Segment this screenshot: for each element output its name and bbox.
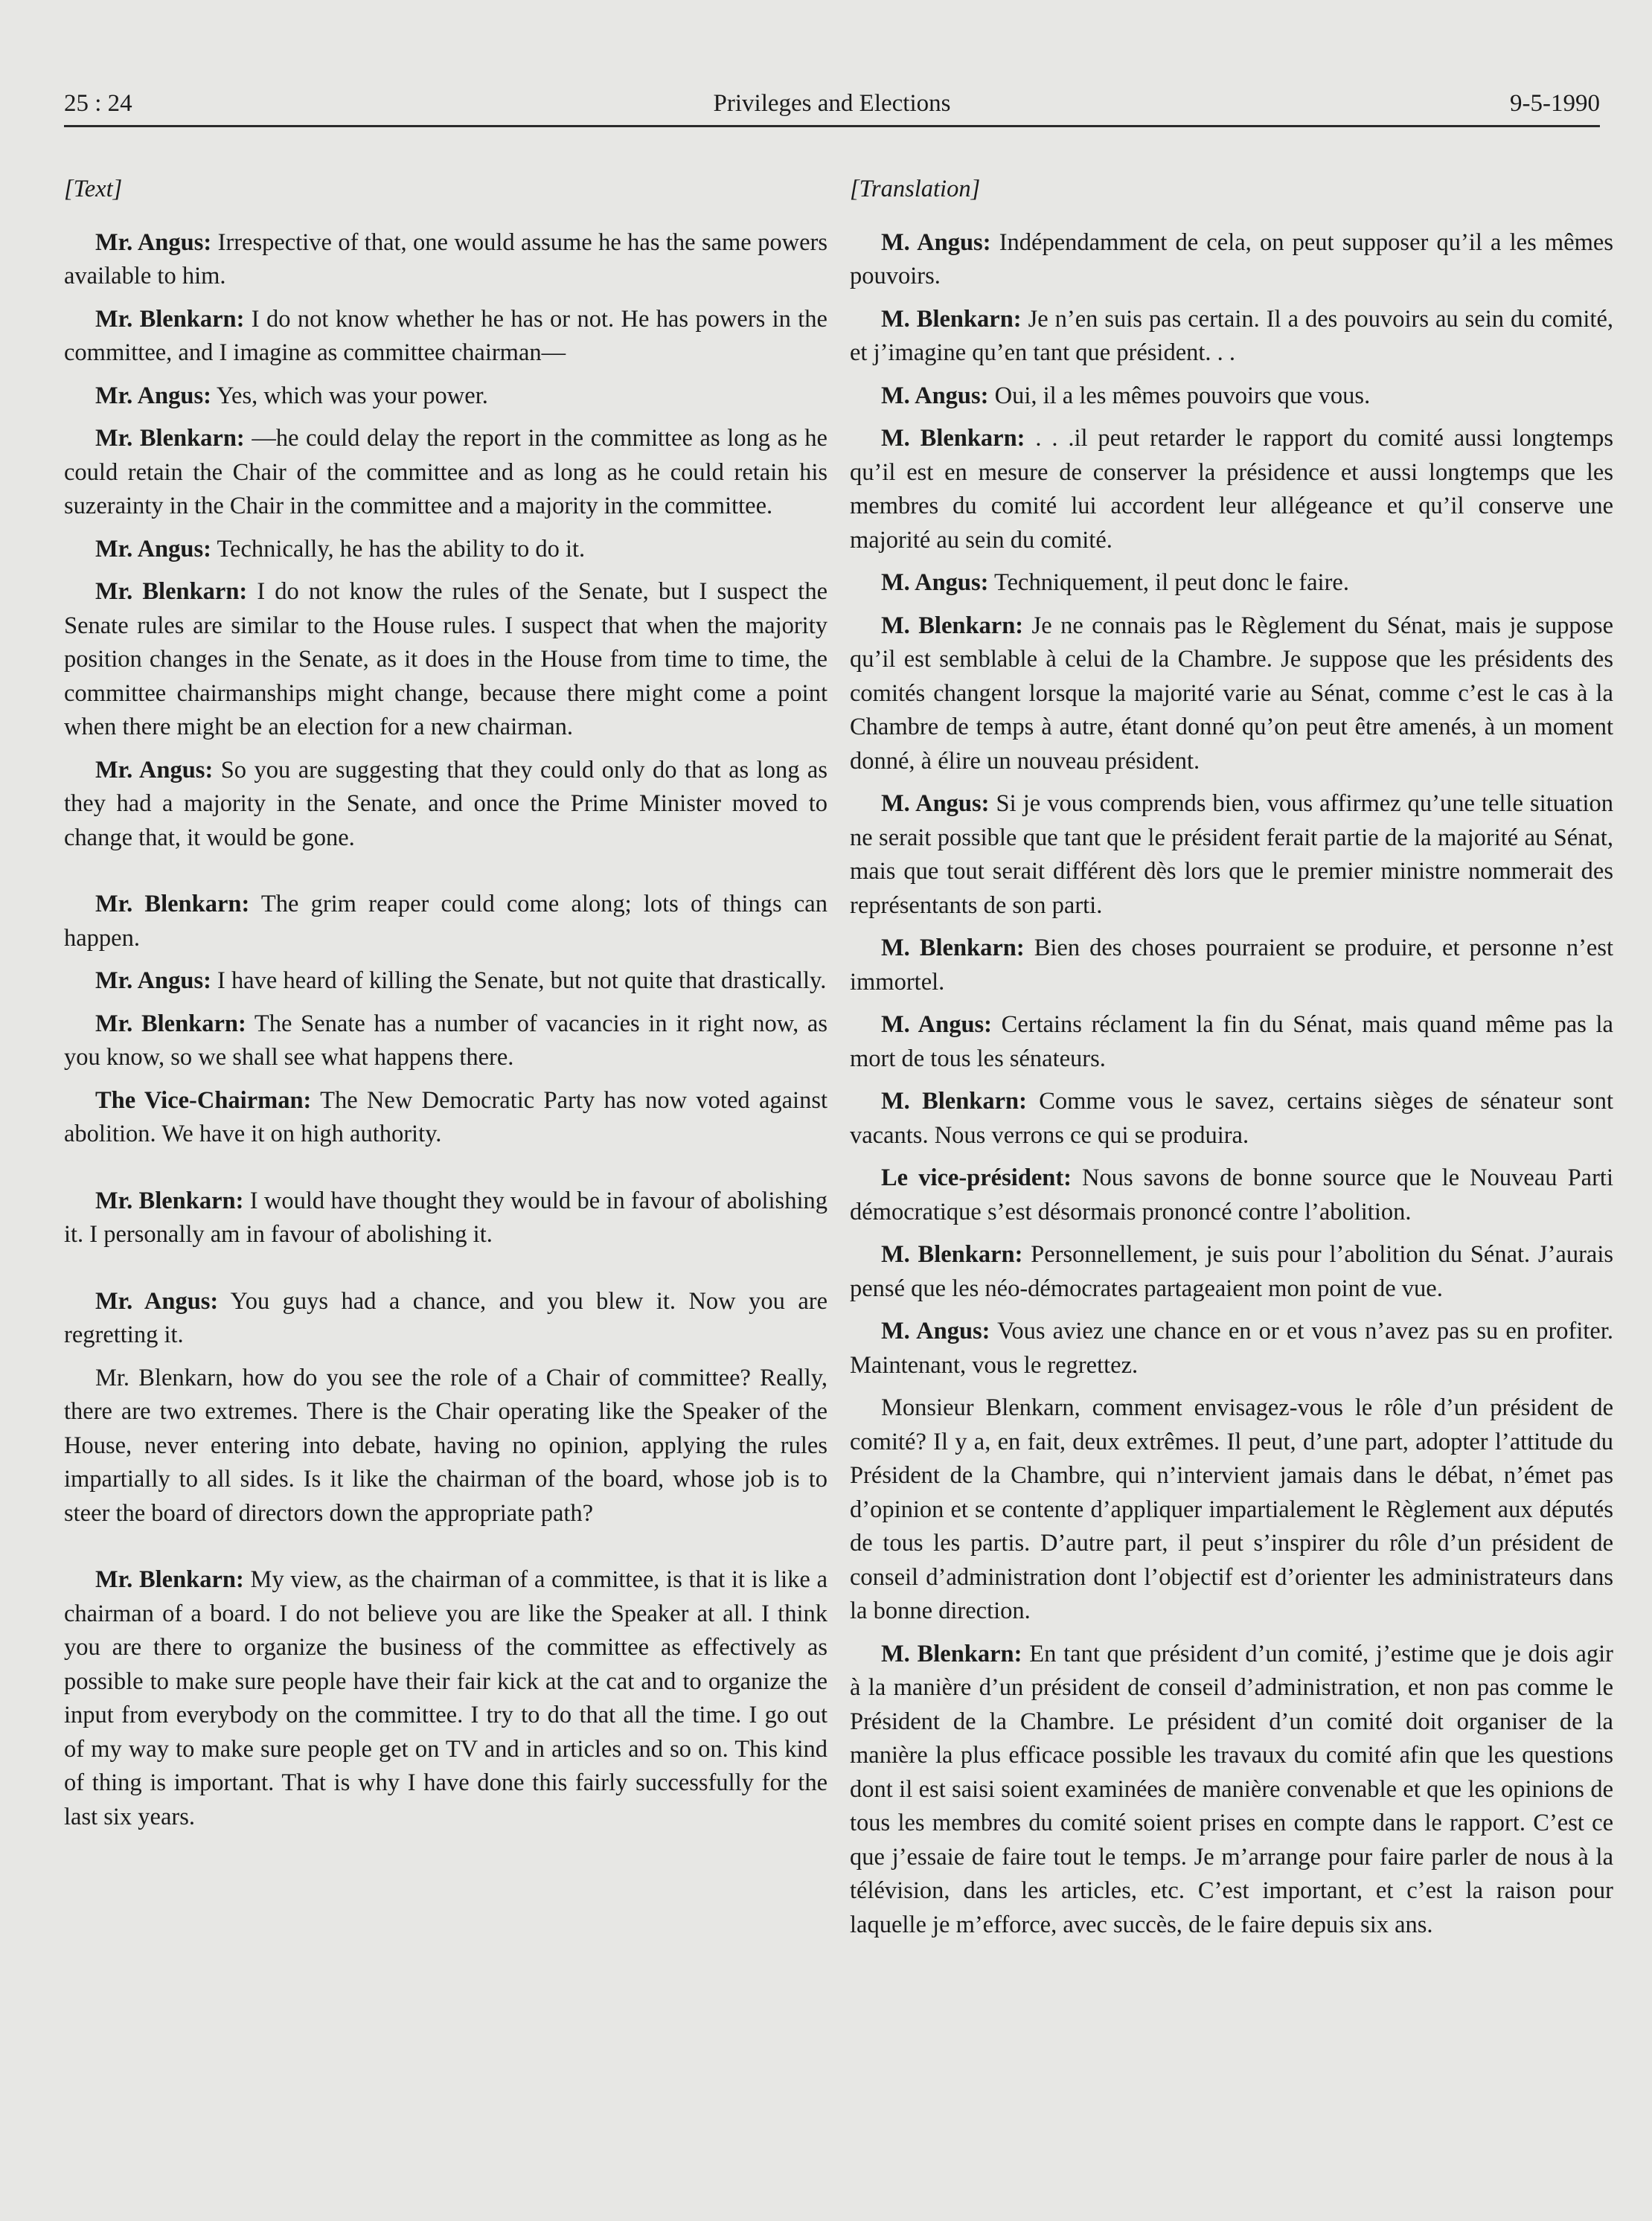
page-number: 25 : 24 (64, 90, 132, 117)
speech-text: The Senate has a number of vacancies in it right now, as you know, so we shall see what happens there. (64, 1010, 827, 1071)
transcript-paragraph (850, 609, 1613, 779)
speaker-name: M. Blenkarn: (881, 1088, 1027, 1115)
speech-text: So you are suggesting that they could only do that as long as they had a majority in the Senate, and once the Prime Minister moved to change that, it would be gone. (64, 756, 827, 851)
speaker-name: M. Angus: (881, 382, 989, 409)
transcript-paragraph (64, 422, 827, 524)
transcript-paragraph (64, 533, 827, 567)
running-header (64, 83, 1600, 127)
speaker-name: Le vice-président: (881, 1164, 1072, 1191)
speaker-name: Mr. Angus: (95, 382, 211, 409)
speaker-name: Mr. Blenkarn: (95, 891, 250, 917)
speaker-name: M. Blenkarn: (881, 612, 1024, 639)
speaker-name: M. Angus: (881, 1011, 992, 1038)
speech-text: Personnellement, je suis pour l’abolition du Sénat. J’aurais pensé que les néo-démocrates partageaient mon point de vue. (850, 1241, 1614, 1302)
speaker-name: The Vice-Chairman: (95, 1086, 312, 1114)
speaker-name: M. Blenkarn: (881, 935, 1025, 961)
speech-text: Mr. Blenkarn, how do you see the role of a Chair of committee? Really, there are two extremes. There is the Chair operating like the Speaker of the House, never entering into debate, having no opinion, applying the rules impartially to all sides. Is it like the chairman of the board, whose job is to steer the board of directors down the appropriate path? (64, 1364, 827, 1527)
speaker-name: Mr. Blenkarn: (95, 1566, 244, 1593)
speech-text: Monsieur Blenkarn, comment envisagez-vous le rôle d’un président de comité? Il y a, en fait, deux extrêmes. Il peut, d’une part, adopter l’attitude du Président de la Chambre, qui n’intervient jamais dans le débat, n’émet pas d’opinion et se contente d’appliquer impartialement le Règlement aux députés de tous les partis. D’autre part, il peut s’inspirer du rôle d’un président de conseil d’administration dont l’objectif est d’orienter les administrateurs dans la bonne direction. (850, 1394, 1613, 1624)
transcript-paragraph (64, 1563, 827, 1834)
text-label: [Text] (64, 176, 123, 202)
speech-text: En tant que président d’un comité, j’estime que je dois agir à la manière d’un président de conseil d’administration, et non pas comme le Président de la Chambre. Le président d’un comité doit organiser de la manière la plus efficace possible les travaux du comité afin que les questions dont il est saisi soient examinées de manière convenable et que les opinions de tous les membres du comité soient prises en compte dans le rapport. C’est ce que j’essaie de faire tout le temps. Je m’arrange pour faire parler de nous à la télévision, dans les articles, etc. C’est important, et c’est la raison pour laquelle je m’efforce, avec succès, de le faire depuis six ans. (850, 1640, 1613, 1938)
transcript-paragraph (64, 303, 827, 371)
speech-text: Je n’en suis pas certain. Il a des pouvoirs au sein du comité, et j’imagine qu’en tant que président. . . (850, 305, 1613, 366)
speaker-name: M. Angus: (881, 228, 991, 256)
speaker-name: Mr. Angus: (95, 535, 211, 563)
transcript-paragraph (64, 1185, 827, 1252)
transcript-paragraph (64, 964, 827, 999)
speaker-name: Mr. Angus: (95, 756, 214, 783)
transcript-paragraph (64, 575, 827, 745)
transcript-paragraph (64, 1084, 827, 1152)
transcript-paragraph (850, 1638, 1613, 1943)
sitting-date: 9-5-1990 (1510, 90, 1600, 117)
speech-text: I do not know whether he has or not. He has powers in the committee, and I imagine as committee chairman— (64, 305, 827, 366)
publication-title: Privileges and Elections (713, 90, 951, 117)
speaker-name: Mr. Blenkarn: (95, 578, 248, 605)
speech-text: Techniquement, il peut donc le faire. (988, 569, 1349, 596)
speech-text: Je ne connais pas le Règlement du Sénat, mais je suppose qu’il est semblable à celui de la Chambre. Je suppose que les présidents des comités changent lorsque la majorité varie au Sénat, comme c’est le cas à la Chambre de temps à autre, étant donné qu’on peut être amenés, à un moment donné, à élire un nouveau président. (850, 612, 1614, 775)
speech-text: The grim reaper could come along; lots of things can happen. (64, 891, 827, 952)
speech-text: I would have thought they would be in favour of abolishing it. I personally am in favour of abolishing it. (64, 1187, 827, 1248)
speaker-name: M. Blenkarn: (881, 425, 1025, 452)
transcript-paragraph (850, 1238, 1613, 1306)
transcript-paragraph (850, 566, 1613, 600)
transcript-paragraph (850, 1161, 1613, 1229)
transcript-paragraph (850, 1008, 1613, 1076)
english-column (64, 173, 827, 1843)
transcript-paragraph (850, 422, 1613, 557)
transcript-paragraph (64, 379, 827, 414)
speech-text: Certains réclament la fin du Sénat, mais quand même pas la mort de tous les sénateurs. (850, 1011, 1613, 1072)
transcript-paragraph (850, 226, 1613, 294)
speech-text: Vous aviez une chance en or et vous n’avez pas su en profiter. Maintenant, vous le regrettez. (850, 1318, 1613, 1379)
french-transcript (850, 226, 1613, 1943)
speaker-name: Mr. Blenkarn: (95, 425, 245, 452)
speaker-name: M. Blenkarn: (881, 1640, 1022, 1667)
speaker-name: M. Angus: (881, 790, 990, 817)
speech-text: Indépendamment de cela, on peut supposer qu’il a les mêmes pouvoirs. (850, 228, 1613, 289)
speech-text: . . .il peut retarder le rapport du comité aussi longtemps qu’il est en mesure de conserver la présidence et aussi longtemps que les membres du comité lui accordent leur allégeance et qu’il conserve une majorité au sein du comité. (850, 425, 1613, 554)
transcript-paragraph (850, 379, 1613, 414)
transcript-paragraph (850, 1391, 1613, 1629)
speech-text: Irrespective of that, one would assume he has the same powers available to him. (64, 228, 827, 289)
speech-text: —he could delay the report in the committee as long as he could retain the Chair of the committee and as long as he could retain his suzerainty in the Chair in the committee and a majority in the committee. (64, 425, 827, 519)
speaker-name: Mr. Angus: (95, 1287, 219, 1315)
transcript-paragraph (850, 303, 1613, 371)
french-column (850, 173, 1613, 1951)
transcript-paragraph (64, 1007, 827, 1075)
speech-text: My view, as the chairman of a committee, is that it is like a chairman of a board. I do not believe you are like the Speaker at all. I think you are there to organize the business of the committee as effectively as possible to make sure people have their fair kick at the cat and to organize the input from everybody on the committee. I try to do that all the time. I go out of my way to make sure people get on TV and in articles and so on. This kind of thing is important. That is why I have done this fairly successfully for the last six years. (64, 1566, 828, 1830)
transcript-paragraph (64, 888, 827, 955)
transcript-paragraph (850, 1315, 1613, 1382)
speech-text: Si je vous comprends bien, vous affirmez qu’une telle situation ne serait possible que tant que le président ferait partie de la majorité au Sénat, mais que tout serait différent dès lors que le premier ministre nommerait des représentants de son parti. (850, 790, 1613, 919)
speaker-name: Mr. Blenkarn: (95, 305, 245, 333)
transcript-paragraph (64, 226, 827, 294)
speaker-name: Mr. Angus: (95, 228, 212, 256)
speech-text: I have heard of killing the Senate, but not quite that drastically. (211, 967, 827, 994)
speaker-name: Mr. Blenkarn: (95, 1187, 244, 1214)
transcript-paragraph (64, 1285, 827, 1353)
speech-text: I do not know the rules of the Senate, but I suspect the Senate rules are similar to the House rules. I suspect that when the majority position changes in the Senate, as it does in the House from time to time, the committee chairmanships might change, because there might come a point when there might be an election for a new chairman. (64, 578, 827, 740)
speech-text: Bien des choses pourraient se produire, et personne n’est immortel. (850, 935, 1614, 996)
speaker-name: Mr. Angus: (95, 967, 211, 994)
speech-text: The New Democratic Party has now voted against abolition. We have it on high authority. (64, 1086, 828, 1147)
speaker-name: M. Angus: (881, 569, 989, 596)
transcript-paragraph (64, 1362, 827, 1531)
speech-text: Nous savons de bonne source que le Nouveau Parti démocratique s’est désormais prononcé contre l’abolition. (850, 1164, 1613, 1225)
transcript-paragraph (850, 932, 1613, 999)
translation-label: [Translation] (850, 176, 981, 202)
transcript-paragraph (850, 1085, 1613, 1153)
speaker-name: Mr. Blenkarn: (95, 1010, 246, 1037)
speech-text: Comme vous le savez, certains sièges de sénateur sont vacants. Nous verrons ce qui se produira. (850, 1088, 1613, 1149)
speaker-name: M. Angus: (881, 1318, 990, 1345)
transcript-paragraph (850, 787, 1613, 923)
speaker-name: M. Blenkarn: (881, 1241, 1023, 1268)
speech-text: Yes, which was your power. (211, 382, 488, 409)
speaker-name: M. Blenkarn: (881, 305, 1022, 333)
speech-text: You guys had a chance, and you blew it. Now you are regretting it. (64, 1287, 827, 1348)
speech-text: Oui, il a les mêmes pouvoirs que vous. (988, 382, 1371, 409)
speech-text: Technically, he has the ability to do it. (211, 535, 586, 563)
english-transcript (64, 226, 827, 1835)
transcript-paragraph (64, 754, 827, 856)
